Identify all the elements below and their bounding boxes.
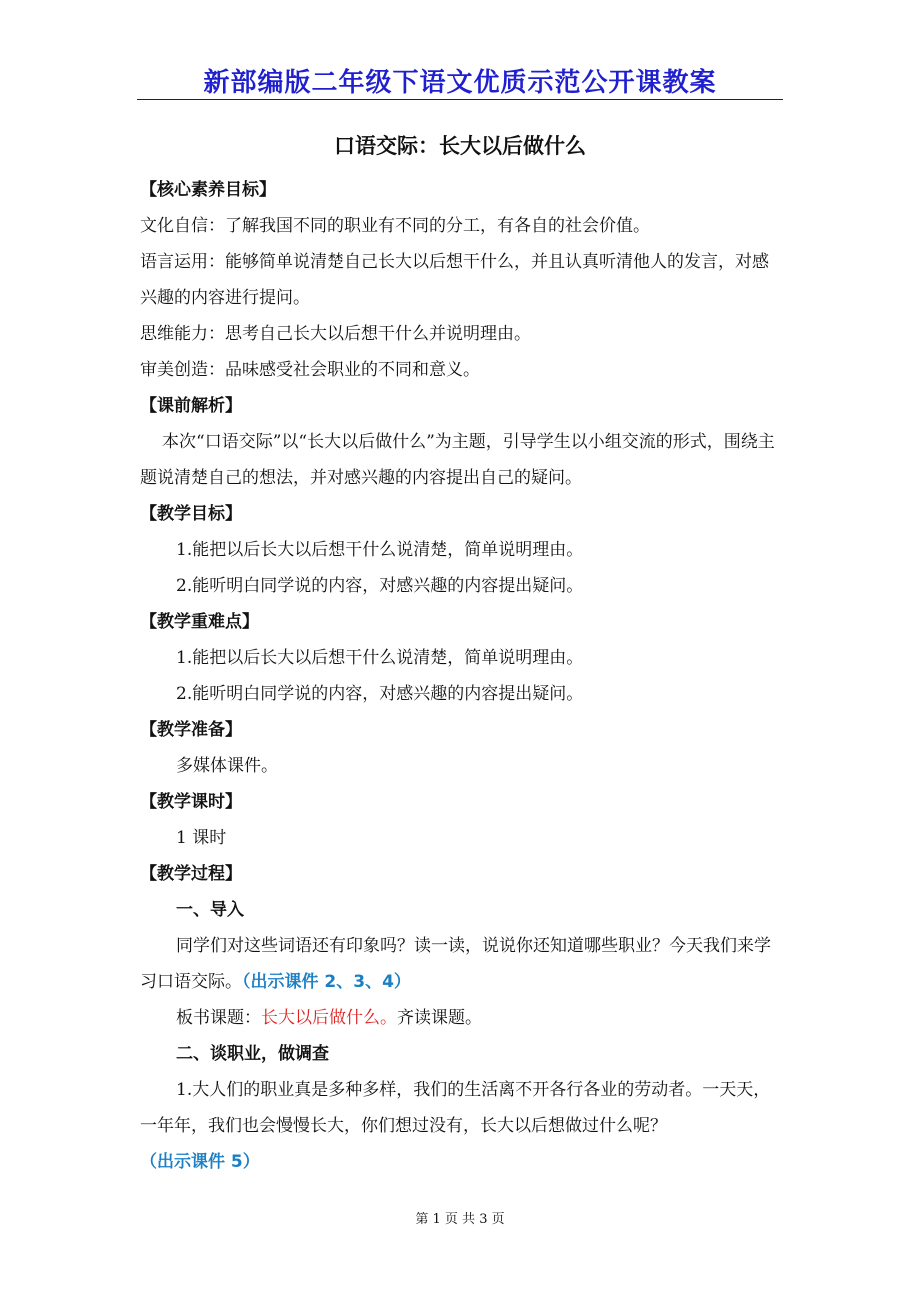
section-heading-keypoints: 【教学重难点】 bbox=[140, 612, 259, 632]
step2-text: 1.大人们的职业真是多种多样，我们的生活离不开各行各业的劳动者。一天天，一年年，我们也会慢慢长大，你们想过没有，长大以后想做过什么呢？ bbox=[140, 1080, 771, 1136]
board-suffix: 齐读课题。 bbox=[397, 1008, 482, 1028]
core-item-culture: 文化自信：了解我国不同的职业有不同的分工，有各自的社会价值。 bbox=[140, 216, 650, 236]
step2-slide-note: （出示课件 5） bbox=[140, 1152, 260, 1172]
page-footer: 第 1 页 共 3 页 bbox=[415, 1212, 505, 1227]
section-heading-core: 【核心素养目标】 bbox=[140, 180, 276, 200]
step2-paragraph bbox=[140, 1072, 782, 1180]
section-heading-prep: 【教学准备】 bbox=[140, 720, 242, 740]
core-item-language: 语言运用：能够简单说清楚自己长大以后想干什么，并且认真听清他人的发言，对感兴趣的内容进行提问。 bbox=[140, 252, 769, 308]
section-heading-hours: 【教学课时】 bbox=[140, 792, 242, 812]
board-prefix: 板书课题： bbox=[176, 1008, 261, 1028]
section-heading-analysis: 【课前解析】 bbox=[140, 396, 242, 416]
goal-item-2: 2.能听明白同学说的内容，对感兴趣的内容提出疑问。 bbox=[176, 576, 584, 596]
board-title: 长大以后做什么。 bbox=[261, 1008, 397, 1028]
step1-paragraph bbox=[140, 928, 782, 1000]
section-heading-process: 【教学过程】 bbox=[140, 864, 242, 884]
keypoint-item-2: 2.能听明白同学说的内容，对感兴趣的内容提出疑问。 bbox=[176, 684, 584, 704]
hours-text: 1 课时 bbox=[176, 828, 227, 848]
core-item-aesthetic: 审美创造：品味感受社会职业的不同和意义。 bbox=[140, 360, 480, 380]
core-item-thinking: 思维能力：思考自己长大以后想干什么并说明理由。 bbox=[140, 324, 531, 344]
step1-slide-note: （出示课件 2、3、4） bbox=[242, 972, 411, 992]
section-heading-goals: 【教学目标】 bbox=[140, 504, 242, 524]
header-divider bbox=[137, 99, 783, 100]
keypoint-item-1: 1.能把以后长大以后想干什么说清楚，简单说明理由。 bbox=[176, 648, 584, 668]
board-line bbox=[140, 1000, 782, 1036]
step1-text: 同学们对这些词语还有印象吗？读一读，说说你还知道哪些职业？今天我们来学习口语交际。 bbox=[140, 936, 771, 992]
prep-text: 多媒体课件。 bbox=[176, 756, 278, 776]
analysis-text: 本次“口语交际”以“长大以后做什么”为主题，引导学生以小组交流的形式，围绕主题说清楚自己的想法，并对感兴趣的内容提出自己的疑问。 bbox=[140, 432, 775, 488]
step1-title: 一、导入 bbox=[176, 900, 244, 920]
header-title: 新部编版二年级下语文优质示范公开课教案 bbox=[203, 68, 717, 98]
page-title: 口语交际：长大以后做什么 bbox=[334, 134, 586, 158]
step2-title: 二、谈职业，做调查 bbox=[176, 1044, 329, 1064]
document-body bbox=[140, 172, 782, 1180]
goal-item-1: 1.能把以后长大以后想干什么说清楚，简单说明理由。 bbox=[176, 540, 584, 560]
